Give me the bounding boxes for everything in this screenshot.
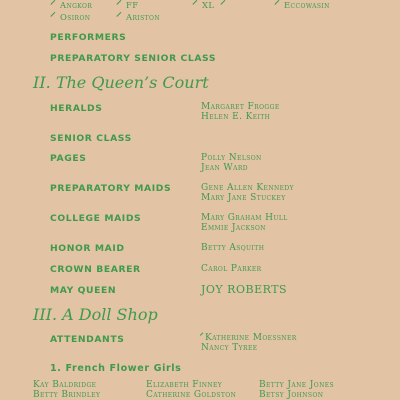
senior-class-label: SENIOR CLASS	[50, 133, 132, 144]
performers-label: PERFORMERS	[50, 32, 127, 43]
top-name	[52, 0, 92, 10]
check-mark-icon	[50, 12, 59, 21]
flower-girl-name: Betty Brindley	[33, 390, 101, 400]
pages-name: Polly Nelson	[201, 153, 262, 163]
attendants-name: Nancy Tyree	[201, 343, 258, 353]
crown-bearer-name: Carol Parker	[201, 264, 262, 274]
check-mark-icon	[116, 12, 125, 21]
top-col3-name1: XL	[202, 0, 215, 10]
honor-maid-name: Betty Asquith	[201, 243, 265, 253]
pages-name: Jean Ward	[201, 163, 248, 173]
check-mark-icon	[116, 0, 125, 9]
pages-label: PAGES	[50, 153, 87, 164]
college-maids-name: Mary Graham Hull	[201, 213, 288, 223]
flower-girl-name: Catherine Goldston	[146, 390, 237, 400]
heralds-name: Helen E. Keith	[201, 112, 271, 122]
top-col1-name1: Angkor	[60, 0, 93, 10]
performers-value: PREPARATORY SENIOR CLASS	[50, 53, 217, 64]
prep-maids-name: Gene Allen Kennedy	[201, 183, 294, 193]
flower-girl-name: Kay Baldridge	[33, 380, 97, 390]
top-name	[276, 0, 330, 10]
top-col2-name2: Ariston	[126, 12, 161, 22]
check-mark-icon	[221, 0, 230, 9]
may-queen-label: MAY QUEEN	[50, 285, 117, 296]
top-col2-name1: FF	[126, 0, 139, 10]
top-col1-name2: Osiron	[60, 12, 91, 22]
check-mark-icon	[192, 0, 201, 9]
prep-maids-label: PREPARATORY MAIDS	[50, 183, 172, 194]
may-queen-name: JOY ROBERTS	[201, 283, 288, 296]
top-name	[118, 0, 138, 10]
top-name	[52, 12, 90, 22]
section-heading-doll-shop: III. A Doll Shop	[33, 305, 158, 324]
top-name	[194, 0, 230, 10]
prep-maids-name: Mary Jane Stuckey	[201, 193, 286, 203]
attendants-label: ATTENDANTS	[50, 334, 125, 345]
crown-bearer-label: CROWN BEARER	[50, 264, 141, 275]
college-maids-label: COLLEGE MAIDS	[50, 213, 142, 224]
section-heading-queens-court: II. The Queen’s Court	[33, 73, 209, 92]
top-col4-name1: Eccowasin	[284, 0, 330, 10]
flower-girl-name: Elizabeth Finney	[146, 380, 223, 390]
heralds-name: Margaret Frogge	[201, 102, 280, 112]
attendants-name-text: Katherine Moessner	[205, 333, 297, 343]
college-maids-name: Emmie Jackson	[201, 223, 266, 233]
attendants-name	[201, 333, 297, 343]
top-name	[118, 12, 160, 22]
flower-girl-name: Betty Jane Jones	[259, 380, 335, 390]
honor-maid-label: HONOR MAID	[50, 243, 125, 254]
check-mark-icon	[50, 0, 59, 9]
french-flower-girls-title: 1. French Flower Girls	[50, 363, 182, 374]
check-mark-icon	[274, 0, 283, 9]
flower-girl-name: Betsy Johnson	[259, 390, 324, 400]
heralds-label: HERALDS	[50, 103, 103, 114]
